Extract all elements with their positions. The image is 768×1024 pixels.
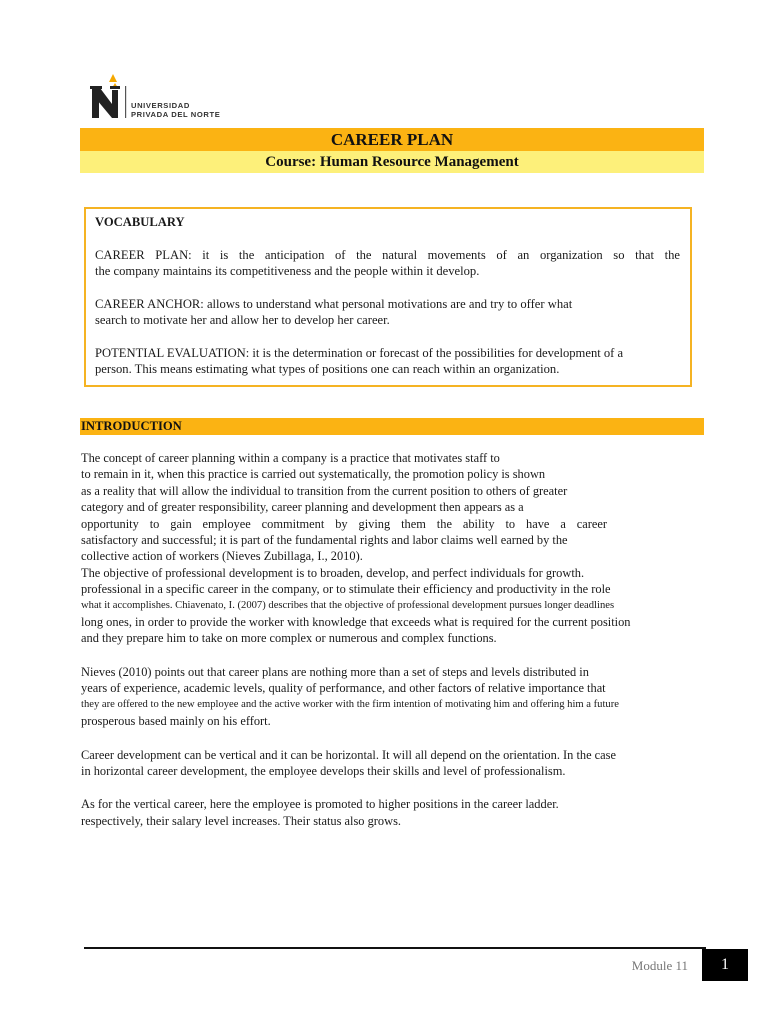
text-line: The objective of professional development is to broaden, develop, and perfect individuals for growth. <box>81 565 585 580</box>
text-line: in horizontal career development, the employee develops their skills and level of professionalism. <box>81 763 566 778</box>
text-line: as a reality that will allow the individual to transition from the current position to others of greater <box>81 483 568 498</box>
text-line: to remain in it, when this practice is carried out systematically, the promotion policy is shown <box>81 467 546 482</box>
vocab-line: search to motivate her and allow her to develop her career. <box>95 313 390 327</box>
logo-wordmark <box>131 101 220 119</box>
paragraph-3 <box>81 747 711 780</box>
introduction-body <box>81 450 711 829</box>
text-line: what it accomplishes. Chiavenato, I. (2007) describes that the objective of professional development pursues longer deadlines <box>81 599 615 611</box>
page-title: CAREER PLAN <box>80 128 704 151</box>
paragraph-1 <box>81 450 711 647</box>
text-line: Nieves (2010) points out that career plans are nothing more than a set of steps and levels distributed in <box>81 664 589 679</box>
text-line: professional in a specific career in the company, or to stimulate their efficiency and productivity in the role <box>81 582 611 597</box>
vocab-item-career-plan <box>95 247 680 279</box>
text-line: collective action of workers (Nieves Zubillaga, I., 2010). <box>81 549 363 564</box>
text-line: years of experience, academic levels, quality of performance, and other factors of relative importance that <box>81 681 606 696</box>
text-line: satisfactory and successful; it is part of the fundamental rights and labor claims well earned by the <box>81 533 568 548</box>
footer-divider <box>84 947 706 949</box>
vocab-item-potential-evaluation <box>95 345 680 377</box>
vocabulary-heading: VOCABULARY <box>95 215 185 229</box>
logo-line-2: PRIVADA DEL NORTE <box>131 110 221 119</box>
text-line: Career development can be vertical and it can be horizontal. It will all depend on the orientation. In the case <box>81 747 616 762</box>
text-line: prosperous based mainly on his effort. <box>81 714 271 729</box>
vocab-line: person. This means estimating what types of positions one can reach within an organization. <box>95 362 560 376</box>
text-line: long ones, in order to provide the worker with knowledge that exceeds what is required for the current position <box>81 615 631 630</box>
text-line: and they prepare him to take on more complex or numerous and complex functions. <box>81 631 497 646</box>
text-line: The concept of career planning within a company is a practice that motivates staff to <box>81 451 500 465</box>
logo-line-1: UNIVERSIDAD <box>131 101 190 110</box>
paragraph-4 <box>81 796 711 829</box>
vocab-line: the company maintains its competitiveness and the people within it develop. <box>95 264 480 278</box>
introduction-heading <box>80 418 704 435</box>
course-subtitle: Course: Human Resource Management <box>80 151 704 173</box>
vocab-item-career-anchor <box>95 296 680 328</box>
text-line: category and of greater responsibility, career planning and development then appears as a <box>81 500 524 515</box>
vocabulary-box <box>84 207 692 387</box>
paragraph-2 <box>81 664 711 730</box>
vocab-line: CAREER ANCHOR: allows to understand what personal motivations are and try to offer what <box>95 297 573 311</box>
vocab-line: CAREER PLAN: it is the anticipation of the natural movements of an organization so that the <box>95 248 680 262</box>
footer-module-label: Module 11 <box>631 958 688 973</box>
introduction-heading-text: INTRODUCTION <box>81 419 182 433</box>
vocab-line: POTENTIAL EVALUATION: it is the determination or forecast of the possibilities for development of a <box>95 346 624 360</box>
text-line: they are offered to the new employee and the active worker with the firm intention of motivating him and offering him a future <box>81 698 619 710</box>
page-number: 1 <box>702 949 748 981</box>
text-line: opportunity to gain employee commitment by giving them the ability to have a career <box>81 516 607 531</box>
text-line: respectively, their salary level increases. Their status also grows. <box>81 813 401 828</box>
text-line: As for the vertical career, here the employee is promoted to higher positions in the career ladder. <box>81 797 559 812</box>
